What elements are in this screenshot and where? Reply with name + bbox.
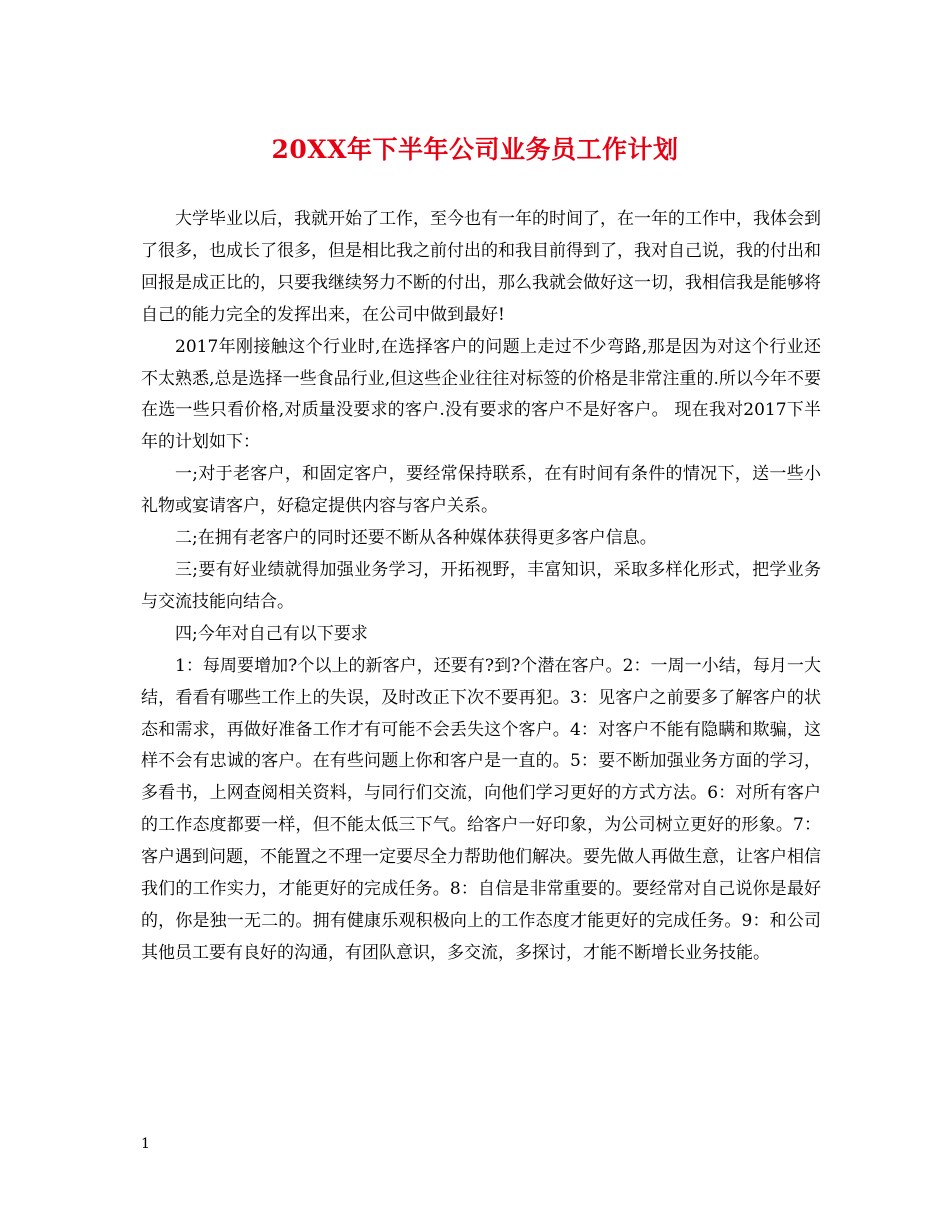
page-number: 1 <box>141 1136 150 1152</box>
paragraph: 二;在拥有老客户的同时还要不断从各种媒体获得更多客户信息。 <box>175 528 657 549</box>
document-title: 20XX年下半年公司业务员工作计划 <box>271 135 679 164</box>
paragraph: 1：每周要增加?个以上的新客户，还要有?到?个潜在客户。2：一周一小结，每月一大结，看看有哪些工作上的失误，及时改正下次不要再犯。3：见客户之前要多了解客户的状态和需求，再做好准备工作才有可能不会丢失这个客户。4：对客户不能有隐瞒和欺骗，这样不会有忠诚的客户。在有些问题上你和客户是一直的。5：要不断加强业务方面的学习，多看书，上网查阅相关资料，与同行们交流，向他们学习更好的方式方法。6：对所有客户的工作态度都要一样，但不能太低三下气。给客户一好印象，为公司树立更好的形象。7：客户遇到问题，不能置之不理一定要尽全力帮助他们解决。要先做人再做生意，让客户相信我们的工作实力，才能更好的完成任务。8：自信是非常重要的。要经常对自己说你是最好的，你是独一无二的。拥有健康乐观积极向上的工作态度才能更好的完成任务。9：和公司其他员工要有良好的沟通，有团队意识，多交流，多探讨，才能不断增长业务技能。 <box>141 655 821 963</box>
paragraph: 四;今年对自己有以下要求 <box>175 623 368 644</box>
paragraph: 一;对于老客户，和固定客户，要经常保持联系，在有时间有条件的情况下，送一些小礼物或宴请客户，好稳定提供内容与客户关系。 <box>141 464 821 517</box>
document-body <box>141 204 821 970</box>
paragraph: 三;要有好业绩就得加强业务学习，开拓视野，丰富知识，采取多样化形式，把学业务与交流技能向结合。 <box>141 559 821 612</box>
paragraph: 2017年刚接触这个行业时,在选择客户的问题上走过不少弯路,那是因为对这个行业还不太熟悉,总是选择一些食品行业,但这些企业往往对标签的价格是非常注重的.所以今年不要在选一些只看价格,对质量没要求的客户.没有要求的客户不是好客户。 现在我对2017下半年的计划如下： <box>141 336 821 453</box>
paragraph: 大学毕业以后，我就开始了工作，至今也有一年的时间了，在一年的工作中，我体会到了很多，也成长了很多，但是相比我之前付出的和我目前得到了，我对自己说，我的付出和回报是成正比的，只要我继续努力不断的付出，那么我就会做好这一切，我相信我是能够将自己的能力完全的发挥出来，在公司中做到最好! <box>141 209 821 325</box>
